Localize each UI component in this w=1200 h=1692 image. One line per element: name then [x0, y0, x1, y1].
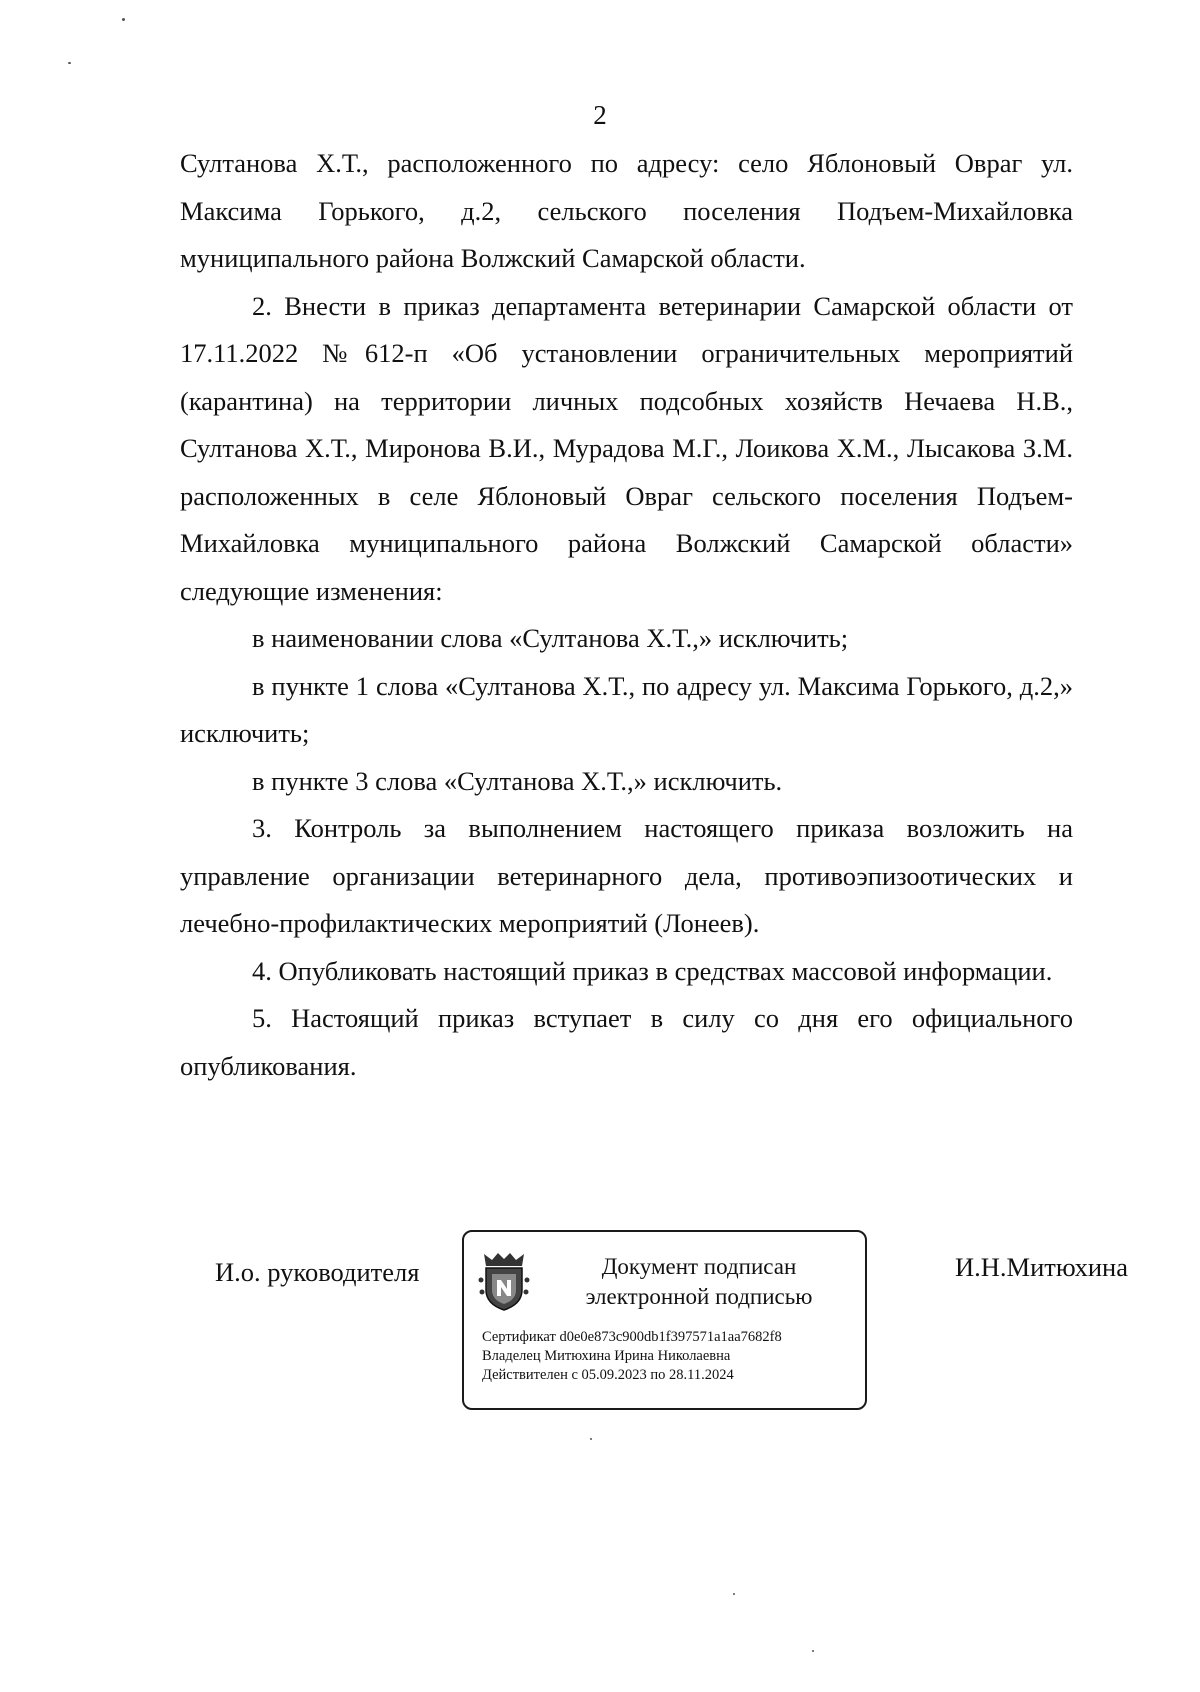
certificate-validity: Действителен с 05.09.2023 по 28.11.2024 — [482, 1367, 734, 1383]
paragraph: 2. Внести в приказ департамента ветеринарии Самарской области от 17.11.2022 №612-п «Об установлении ограничительных мероприятий (карантина) на территории личных подсобных хозяйств Нечаева Н.В., Султанова Х.Т., Миронова В.И., Мурадова М.Г., Лоикова Х.М., Лысакова З.М. расположенных в селе Яблоновый Овраг сельского поселения Подъем-Михайловка муниципального района Волжский Самарской области» следующие изменения: — [180, 290, 1073, 606]
scan-speck — [122, 18, 125, 21]
stamp-details — [482, 1328, 862, 1385]
stamp-title-line: электронной подписью — [585, 1284, 813, 1309]
paragraph: в пункте 1 слова «Султанова Х.Т., по адресу ул. Максима Горького, д.2,» исключить; — [180, 670, 1073, 748]
page-number: 2 — [593, 100, 607, 130]
document-body — [180, 140, 1073, 1090]
stamp-title-line: Документ подписан — [601, 1254, 797, 1279]
paragraph: в наименовании слова «Султанова Х.Т.,» исключить; — [252, 623, 849, 653]
signatory-role: И.о. руководителя — [215, 1257, 420, 1287]
certificate-owner: Владелец Митюхина Ирина Николаевна — [482, 1348, 731, 1364]
scan-speck — [812, 1650, 814, 1652]
scan-speck — [68, 62, 71, 64]
paragraph: 3. Контроль за выполнением настоящего приказа возложить на управление организации ветеринарного дела, противоэпизоотических и лечебно-профилактических мероприятий (Лонеев). — [180, 813, 1073, 938]
paragraph: 5. Настоящий приказ вступает в силу со дня его официального опубликования. — [180, 1003, 1073, 1081]
paragraph: в пункте 3 слова «Султанова Х.Т.,» исключить. — [252, 765, 783, 796]
paragraph: 4. Опубликовать настоящий приказ в средствах массовой информации. — [252, 955, 1053, 986]
coat-of-arms-icon — [478, 1250, 530, 1312]
stamp-title — [544, 1252, 854, 1312]
scan-speck — [590, 1438, 592, 1440]
electronic-signature-stamp — [462, 1230, 867, 1410]
signatory-name: И.Н.Митюхина — [955, 1252, 1128, 1282]
paragraph: Султанова Х.Т., расположенного по адресу: село Яблоновый Овраг ул. Максима Горького, д.2, сельского поселения Подъем-Михайловка муниципального района Волжский Самарской области. — [180, 148, 1073, 273]
scan-speck — [733, 1593, 735, 1595]
certificate-number: Сертификат d0e0e873c900db1f397571a1aa7682f8 — [482, 1329, 782, 1345]
